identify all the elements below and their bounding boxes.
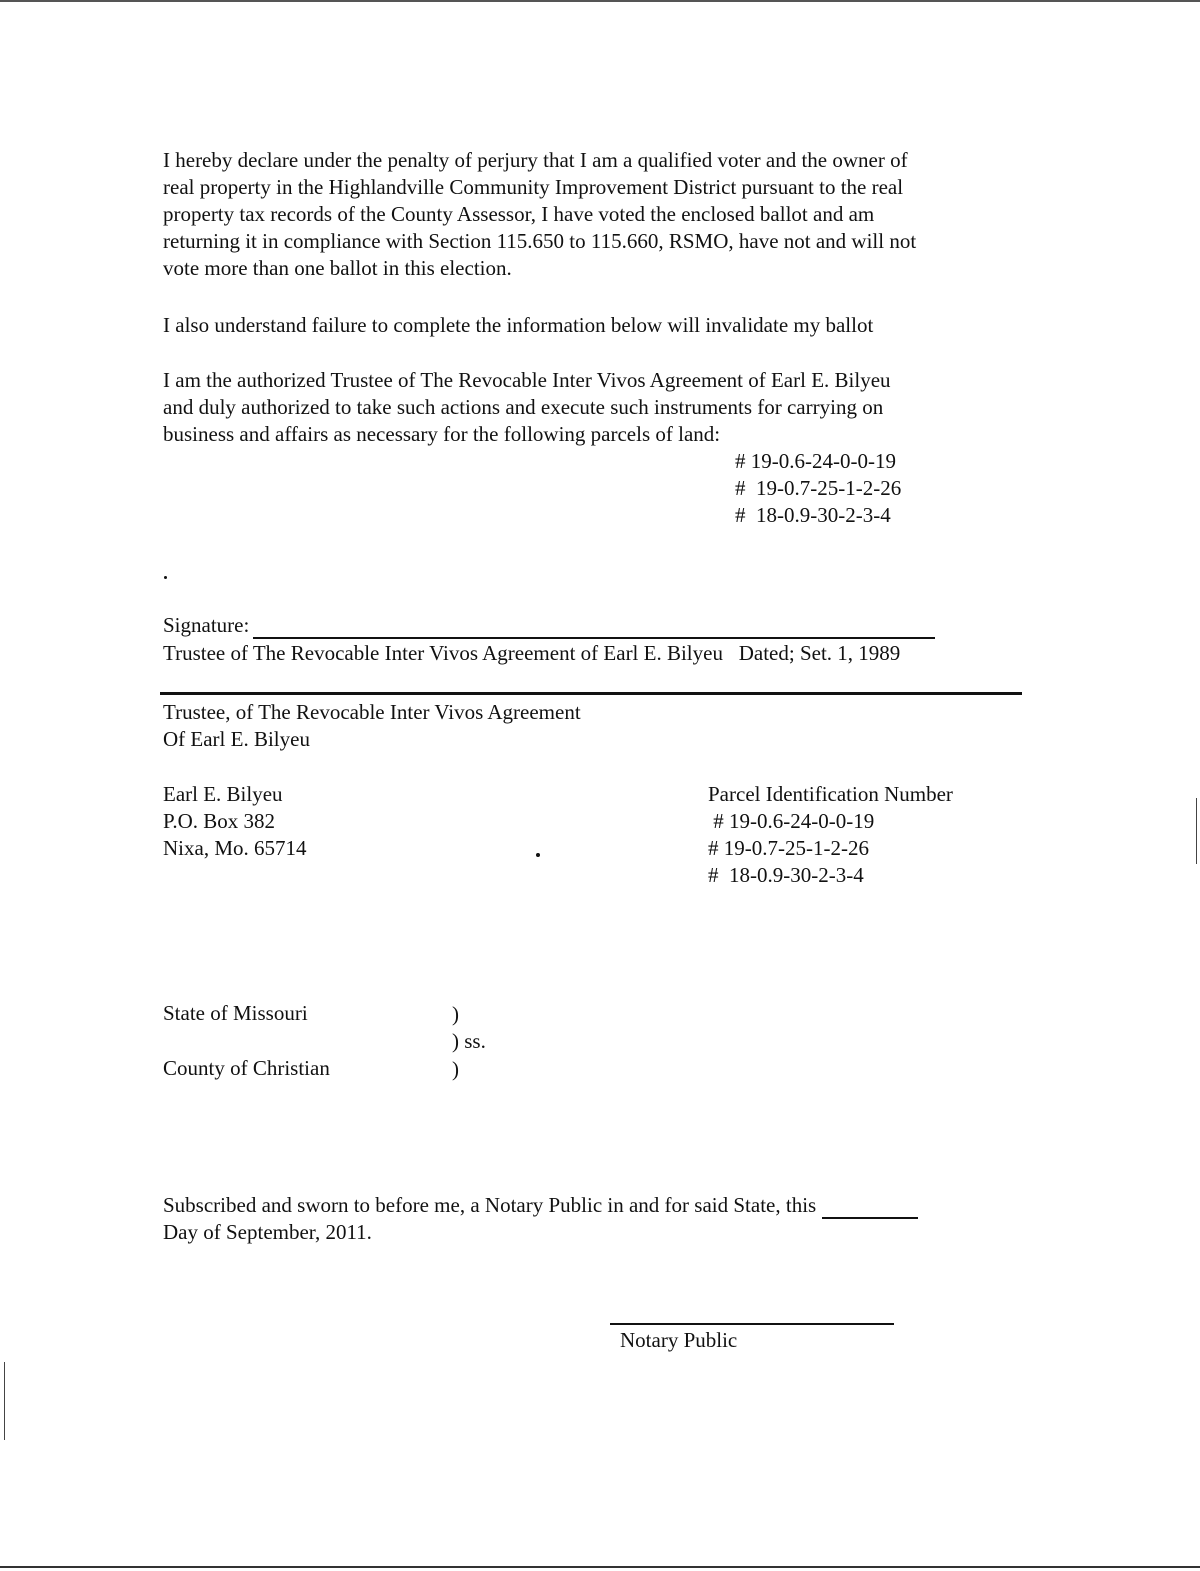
- parcel-id: # 18-0.9-30-2-3-4: [708, 863, 864, 887]
- scan-speck: [164, 576, 167, 579]
- venue-ss: ) ss.: [452, 1029, 486, 1053]
- address-box: P.O. Box 382: [163, 809, 276, 833]
- day-blank-field[interactable]: [822, 1197, 918, 1219]
- parcel-id: # 19-0.7-25-1-2-26: [708, 836, 869, 860]
- signature-caption: Trustee of The Revocable Inter Vivos Agreement of Earl E. Bilyeu Dated; Set. 1, 1989: [163, 641, 901, 665]
- declaration-line: returning it in compliance with Section 115.650 to 115.660, RSMO, have not and will not: [163, 229, 917, 253]
- parcel-number: # 19-0.6-24-0-0-19: [735, 449, 896, 473]
- address-name: Earl E. Bilyeu: [163, 782, 283, 806]
- declaration-line: property tax records of the County Assessor, I have voted the enclosed ballot and am: [163, 202, 875, 226]
- section-divider: [160, 692, 1022, 695]
- trustee-title: Trustee, of The Revocable Inter Vivos Agreement: [163, 700, 581, 724]
- signature-label: Signature:: [163, 613, 250, 637]
- signature-row: [163, 612, 935, 639]
- scan-left-mark: [4, 1362, 5, 1440]
- parcel-number: # 19-0.7-25-1-2-26: [735, 476, 902, 500]
- trustee-name-line: Of Earl E. Bilyeu: [163, 727, 310, 751]
- parcel-id-block: [708, 781, 953, 889]
- venue-paren: ): [452, 1002, 459, 1026]
- scan-top-edge: [0, 0, 1200, 2]
- scan-bottom-edge: [0, 1566, 1200, 1568]
- venue-paren: ): [452, 1057, 459, 1081]
- declaration-paragraph: [163, 147, 916, 282]
- notary-label: Notary Public: [620, 1328, 738, 1352]
- trustee-statement: [163, 367, 891, 448]
- venue-county: County of Christian: [163, 1056, 330, 1080]
- trustee-block: [163, 699, 581, 753]
- trustee-statement-line: business and affairs as necessary for the following parcels of land:: [163, 422, 721, 446]
- parcel-number: # 18-0.9-30-2-3-4: [735, 503, 891, 527]
- understanding-statement: I also understand failure to complete the information below will invalidate my ballot: [163, 313, 874, 337]
- address-block: [163, 781, 307, 862]
- venue-state: State of Missouri: [163, 1001, 308, 1025]
- parcel-list: [735, 448, 901, 529]
- scan-right-mark: [1196, 798, 1197, 864]
- notary-date-line: Day of September, 2011.: [163, 1220, 372, 1244]
- notary-statement-text: Subscribed and sworn to before me, a Notary Public in and for said State, this: [163, 1193, 817, 1217]
- trustee-statement-line: and duly authorized to take such actions and execute such instruments for carrying on: [163, 395, 884, 419]
- address-city: Nixa, Mo. 65714: [163, 836, 307, 860]
- notary-signature-line[interactable]: [610, 1323, 894, 1325]
- declaration-line: real property in the Highlandville Community Improvement District pursuant to the real: [163, 175, 904, 199]
- notary-statement: [163, 1192, 918, 1219]
- declaration-line: I hereby declare under the penalty of perjury that I am a qualified voter and the owner of: [163, 148, 908, 172]
- scan-speck: [536, 853, 540, 857]
- signature-field[interactable]: [253, 615, 935, 639]
- declaration-line: vote more than one ballot in this election.: [163, 256, 512, 280]
- trustee-statement-line: I am the authorized Trustee of The Revocable Inter Vivos Agreement of Earl E. Bilyeu: [163, 368, 891, 392]
- parcel-id-heading: Parcel Identification Number: [708, 782, 953, 806]
- parcel-id: # 19-0.6-24-0-0-19: [708, 809, 875, 833]
